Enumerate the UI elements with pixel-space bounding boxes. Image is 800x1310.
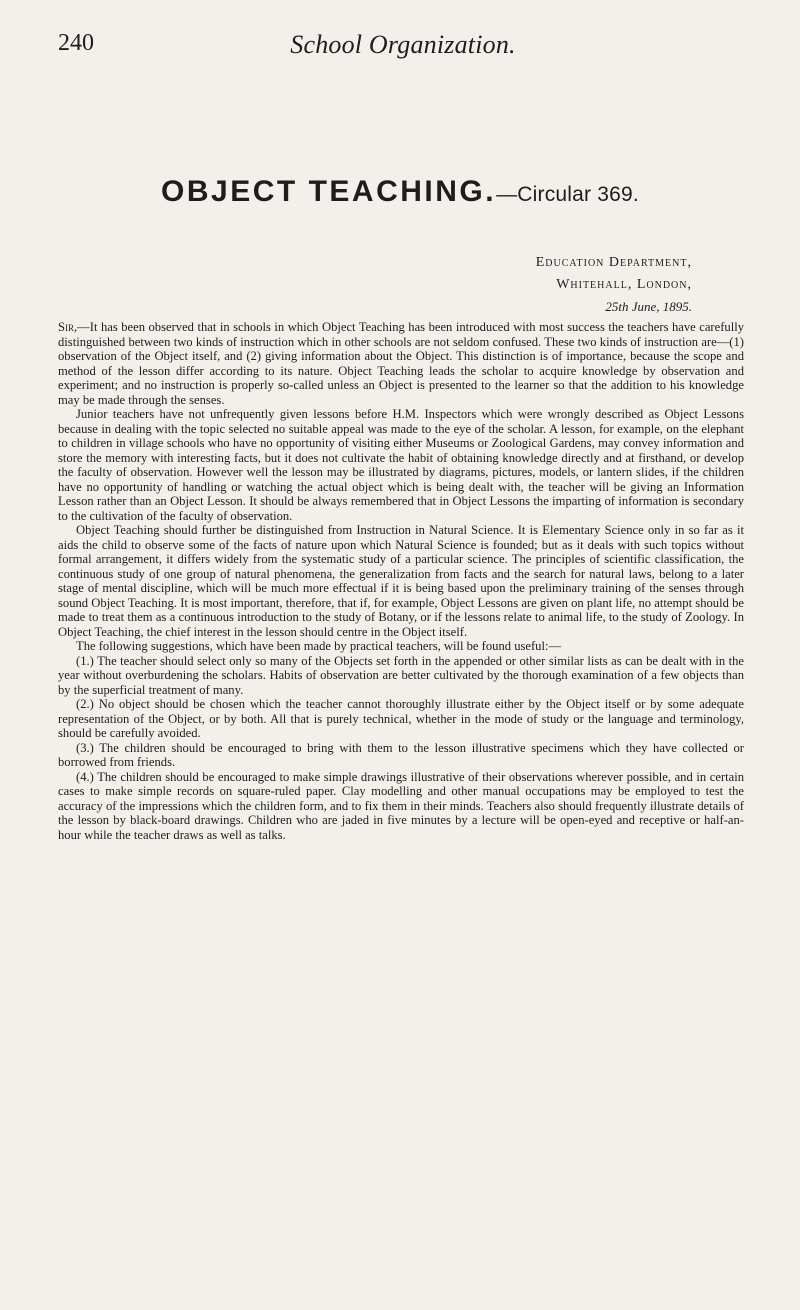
address-line-department: Education Department,	[535, 255, 692, 270]
paragraph-1-text: —It has been observed that in schools in which Object Teaching has been introduced with most success the teachers have carefully distinguished between two kinds of instruction which in other schools are not seldom confused. These two kinds of instruction are—(1) observation of the Object itself, and (2) giving information about the Object. This distinction is of importance, because the scope and method of the lesson differ according to its nature. Object Teaching leads the scholar to acquire knowledge by observation and experiment; and no instruction is properly so-called unless an Object is presented to the learner so that the addition to his knowledge may be made through the senses.	[58, 320, 744, 407]
suggestion-1: (1.) The teacher should select only so many of the Objects set forth in the appended or other similar lists as can be dealt with in the year without overburdening the scholars. Habits of observation are better cultivated by the thorough examination of a few objects than by the superficial treatment of many.	[58, 653, 744, 697]
page-number: 240	[58, 30, 94, 56]
paragraph-3: Object Teaching should further be distinguished from Instruction in Natural Science. It is Elementary Science only in so far as it aids the child to observe some of the facts of nature upon which Natural Science is founded; but as it deals with such topics without formal arrangement, it differs widely from the systematic study of a particular science. The principles of scientific classification, the continuous study of one group of natural phenomena, the generalization from facts and the search for natural laws, belong to a later stage of mental discipline, which will be much more effectual if it is being based upon the preliminary training of the senses through sound Object Teaching. It is most important, therefore, that if, for example, Object Lessons are given on plant life, no attempt should be made to treat them as a continuous introduction to the study of Botany, or if the lessons relate to animal life, to the study of Zoology. In Object Teaching, the chief interest in the lesson should centre in the Object itself.	[58, 523, 744, 639]
sender-address	[352, 252, 692, 318]
heading-circular-number: —Circular 369.	[496, 183, 639, 206]
suggestion-4: (4.) The children should be encouraged to make simple drawings illustrative of their observations wherever possible, and in certain cases to make simple records on square-ruled paper. Clay modelling and other manual occupations may be employed to test the accuracy of the impressions which the children form, and to fix them in their minds. Teachers also should frequently illustrate details of the lesson by black-board drawings. Children who are jaded in five minutes by a lecture will be open-eyed and receptive or half-an-hour while the teacher draws as well as talks.	[58, 769, 744, 842]
running-title: School Organization.	[290, 30, 516, 59]
suggestion-3: (3.) The children should be encouraged to bring with them to the lesson illustrative specimens which they have collected or borrowed from friends.	[58, 740, 744, 769]
paragraph-2: Junior teachers have not unfrequently given lessons before H.M. Inspectors which were wrongly described as Object Lessons because in dealing with the topic selected no suitable appeal was made to the eye of the scholar. A lesson, for example, on the elephant to children in village schools who have no opportunity of visiting either Museums or Zoological Gardens, may convey information and store the memory with interesting facts, but it does not cultivate the habit of obtaining knowledge directly and at firsthand, or develop the faculty of observation. However well the lesson may be illustrated by diagrams, pictures, models, or lantern slides, if the children have no opportunity of handling or watching the actual object which is being dealt with, the teacher will be giving an Information Lesson rather than an Object Lesson. It should be always remembered that in Object Lessons the imparting of information is secondary to the cultivation of the faculty of observation.	[58, 407, 744, 523]
paragraph-4: The following suggestions, which have been made by practical teachers, will be found useful:—	[76, 639, 562, 653]
running-head	[58, 30, 748, 64]
heading-title: OBJECT TEACHING.	[161, 175, 497, 208]
salutation: Sir,	[58, 320, 78, 334]
address-line-location: Whitehall, London,	[556, 277, 692, 292]
circular-body	[58, 320, 744, 842]
letter-date: 25th June, 1895.	[605, 299, 692, 314]
paragraph-1	[58, 320, 744, 407]
suggestion-2: (2.) No object should be chosen which the teacher cannot thoroughly illustrate either by the Object itself or by some adequate representation of the Object, or by both. All that is purely technical, whether in the mode of study or the language and terminology, should be carefully avoided.	[58, 697, 744, 740]
circular-heading	[0, 175, 800, 209]
